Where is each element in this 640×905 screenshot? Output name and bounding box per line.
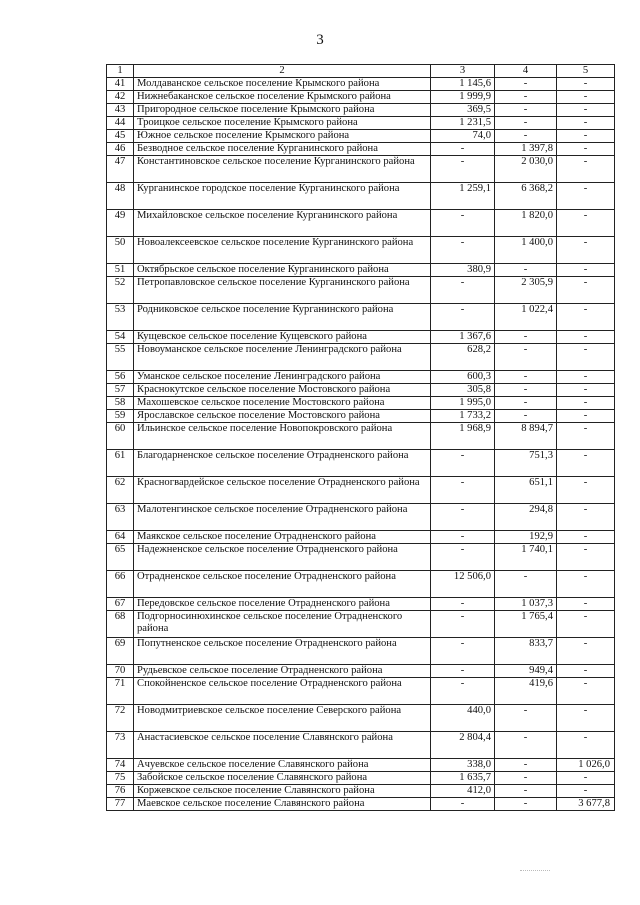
value-col-3: - xyxy=(431,678,495,705)
value-col-3: - xyxy=(431,544,495,571)
page-number: 3 xyxy=(316,32,324,48)
value-col-5: 3 677,8 xyxy=(557,798,615,811)
value-col-4: 1 740,1 xyxy=(495,544,557,571)
value-col-5: - xyxy=(557,210,615,237)
table-row xyxy=(107,130,615,143)
value-col-5: - xyxy=(557,732,615,759)
value-col-5: - xyxy=(557,450,615,477)
table-row xyxy=(107,384,615,397)
row-number: 71 xyxy=(107,678,134,705)
settlement-name: Красногвардейское сельское поселение Отрадненского района xyxy=(134,477,431,504)
table-row xyxy=(107,304,615,331)
row-number: 59 xyxy=(107,410,134,423)
table-row xyxy=(107,531,615,544)
value-col-4: 651,1 xyxy=(495,477,557,504)
table-row xyxy=(107,143,615,156)
settlement-name: Константиновское сельское поселение Курганинского района xyxy=(134,156,431,183)
table-header-row xyxy=(107,65,615,78)
table-row xyxy=(107,598,615,611)
settlement-name: Ильинское сельское поселение Новопокровского района xyxy=(134,423,431,450)
value-col-3: - xyxy=(431,277,495,304)
header-col-5: 5 xyxy=(557,65,615,78)
value-col-3: 412,0 xyxy=(431,785,495,798)
value-col-4: - xyxy=(495,104,557,117)
value-col-5: - xyxy=(557,91,615,104)
table-row xyxy=(107,678,615,705)
settlement-name: Отрадненское сельское поселение Отрадненского района xyxy=(134,571,431,598)
value-col-4: - xyxy=(495,759,557,772)
value-col-4: 1 022,4 xyxy=(495,304,557,331)
allocation-table xyxy=(106,64,615,811)
row-number: 47 xyxy=(107,156,134,183)
value-col-4: 1 397,8 xyxy=(495,143,557,156)
value-col-5: - xyxy=(557,678,615,705)
value-col-5: - xyxy=(557,423,615,450)
value-col-3: 1 999,9 xyxy=(431,91,495,104)
value-col-4: - xyxy=(495,78,557,91)
settlement-name: Нижнебаканское сельское поселение Крымского района xyxy=(134,91,431,104)
row-number: 53 xyxy=(107,304,134,331)
table-row xyxy=(107,638,615,665)
value-col-3: 305,8 xyxy=(431,384,495,397)
table-row xyxy=(107,477,615,504)
value-col-3: 12 506,0 xyxy=(431,571,495,598)
table-row xyxy=(107,772,615,785)
value-col-4: 2 305,9 xyxy=(495,277,557,304)
value-col-5: - xyxy=(557,183,615,210)
value-col-5: - xyxy=(557,344,615,371)
table-row xyxy=(107,91,615,104)
value-col-5: - xyxy=(557,611,615,638)
table-row xyxy=(107,611,615,638)
table-row xyxy=(107,397,615,410)
value-col-3: - xyxy=(431,477,495,504)
row-number: 48 xyxy=(107,183,134,210)
value-col-5: - xyxy=(557,277,615,304)
value-col-3: - xyxy=(431,665,495,678)
table-row xyxy=(107,759,615,772)
value-col-3: - xyxy=(431,504,495,531)
settlement-name: Благодарненское сельское поселение Отрадненского района xyxy=(134,450,431,477)
value-col-4: 1 820,0 xyxy=(495,210,557,237)
value-col-4: 8 894,7 xyxy=(495,423,557,450)
settlement-name: Надежненское сельское поселение Отрадненского района xyxy=(134,544,431,571)
value-col-3: 338,0 xyxy=(431,759,495,772)
table-row xyxy=(107,237,615,264)
value-col-3: 1 231,5 xyxy=(431,117,495,130)
settlement-name: Безводное сельское поселение Курганинского района xyxy=(134,143,431,156)
settlement-name: Молдаванское сельское поселение Крымского района xyxy=(134,78,431,91)
table-row xyxy=(107,264,615,277)
settlement-name: Петропавловское сельское поселение Курганинского района xyxy=(134,277,431,304)
value-col-5: - xyxy=(557,785,615,798)
value-col-3: 380,9 xyxy=(431,264,495,277)
scan-speck xyxy=(520,870,550,872)
value-col-4: - xyxy=(495,571,557,598)
row-number: 74 xyxy=(107,759,134,772)
value-col-4: 294,8 xyxy=(495,504,557,531)
header-col-3: 3 xyxy=(431,65,495,78)
value-col-3: 74,0 xyxy=(431,130,495,143)
table-row xyxy=(107,705,615,732)
header-col-2: 2 xyxy=(134,65,431,78)
value-col-5: - xyxy=(557,130,615,143)
row-number: 66 xyxy=(107,571,134,598)
value-col-5: - xyxy=(557,117,615,130)
row-number: 54 xyxy=(107,331,134,344)
value-col-4: - xyxy=(495,344,557,371)
value-col-4: 192,9 xyxy=(495,531,557,544)
value-col-3: 1 259,1 xyxy=(431,183,495,210)
value-col-4: - xyxy=(495,798,557,811)
row-number: 62 xyxy=(107,477,134,504)
value-col-4: - xyxy=(495,732,557,759)
settlement-name: Новоалексеевское сельское поселение Курганинского района xyxy=(134,237,431,264)
value-col-5: - xyxy=(557,705,615,732)
value-col-4: 6 368,2 xyxy=(495,183,557,210)
row-number: 55 xyxy=(107,344,134,371)
value-col-4: 1 037,3 xyxy=(495,598,557,611)
value-col-5: - xyxy=(557,772,615,785)
value-col-5: - xyxy=(557,544,615,571)
row-number: 75 xyxy=(107,772,134,785)
value-col-5: - xyxy=(557,371,615,384)
value-col-4: - xyxy=(495,772,557,785)
row-number: 72 xyxy=(107,705,134,732)
row-number: 44 xyxy=(107,117,134,130)
table-row xyxy=(107,78,615,91)
row-number: 70 xyxy=(107,665,134,678)
value-col-3: - xyxy=(431,210,495,237)
settlement-name: Спокойненское сельское поселение Отрадненского района xyxy=(134,678,431,705)
row-number: 46 xyxy=(107,143,134,156)
table-body xyxy=(107,65,615,811)
value-col-5: - xyxy=(557,571,615,598)
table-row xyxy=(107,732,615,759)
table-row xyxy=(107,571,615,598)
table-row xyxy=(107,423,615,450)
settlement-name: Рудьевское сельское поселение Отрадненского района xyxy=(134,665,431,678)
settlement-name: Передовское сельское поселение Отрадненского района xyxy=(134,598,431,611)
value-col-3: - xyxy=(431,638,495,665)
value-col-3: - xyxy=(431,156,495,183)
value-col-5: - xyxy=(557,397,615,410)
value-col-3: - xyxy=(431,143,495,156)
row-number: 49 xyxy=(107,210,134,237)
value-col-4: 419,6 xyxy=(495,678,557,705)
header-col-1: 1 xyxy=(107,65,134,78)
row-number: 56 xyxy=(107,371,134,384)
value-col-5: - xyxy=(557,143,615,156)
settlement-name: Новодмитриевское сельское поселение Северского района xyxy=(134,705,431,732)
value-col-5: - xyxy=(557,331,615,344)
value-col-4: 949,4 xyxy=(495,665,557,678)
settlement-name: Краснокутское сельское поселение Мостовского района xyxy=(134,384,431,397)
row-number: 65 xyxy=(107,544,134,571)
table-row xyxy=(107,371,615,384)
value-col-5: - xyxy=(557,104,615,117)
settlement-name: Михайловское сельское поселение Курганинского района xyxy=(134,210,431,237)
value-col-3: 1 367,6 xyxy=(431,331,495,344)
table-row xyxy=(107,331,615,344)
settlement-name: Родниковское сельское поселение Курганинского района xyxy=(134,304,431,331)
table-row xyxy=(107,665,615,678)
value-col-3: 1 635,7 xyxy=(431,772,495,785)
value-col-3: 628,2 xyxy=(431,344,495,371)
value-col-3: - xyxy=(431,598,495,611)
value-col-5: - xyxy=(557,638,615,665)
table-row xyxy=(107,504,615,531)
settlement-name: Пригородное сельское поселение Крымского района xyxy=(134,104,431,117)
settlement-name: Ярославское сельское поселение Мостовского района xyxy=(134,410,431,423)
value-col-4: - xyxy=(495,331,557,344)
row-number: 45 xyxy=(107,130,134,143)
settlement-name: Троицкое сельское поселение Крымского района xyxy=(134,117,431,130)
row-number: 52 xyxy=(107,277,134,304)
value-col-4: - xyxy=(495,384,557,397)
value-col-5: - xyxy=(557,156,615,183)
settlement-name: Уманское сельское поселение Ленинградского района xyxy=(134,371,431,384)
settlement-name: Анастасиевское сельское поселение Славянского района xyxy=(134,732,431,759)
row-number: 63 xyxy=(107,504,134,531)
settlement-name: Подгорносинюхинское сельское поселение Отрадненского района xyxy=(134,611,431,638)
value-col-5: - xyxy=(557,264,615,277)
value-col-4: 1 400,0 xyxy=(495,237,557,264)
value-col-3: 600,3 xyxy=(431,371,495,384)
value-col-3: 369,5 xyxy=(431,104,495,117)
value-col-4: - xyxy=(495,410,557,423)
row-number: 69 xyxy=(107,638,134,665)
value-col-5: - xyxy=(557,78,615,91)
settlement-name: Новоуманское сельское поселение Ленинградского района xyxy=(134,344,431,371)
value-col-5: - xyxy=(557,384,615,397)
row-number: 50 xyxy=(107,237,134,264)
row-number: 60 xyxy=(107,423,134,450)
value-col-3: - xyxy=(431,304,495,331)
settlement-name: Коржевское сельское поселение Славянского района xyxy=(134,785,431,798)
settlement-name: Попутненское сельское поселение Отрадненского района xyxy=(134,638,431,665)
value-col-3: 1 968,9 xyxy=(431,423,495,450)
table-row xyxy=(107,798,615,811)
settlement-name: Маякское сельское поселение Отрадненского района xyxy=(134,531,431,544)
value-col-5: - xyxy=(557,598,615,611)
row-number: 61 xyxy=(107,450,134,477)
value-col-4: 2 030,0 xyxy=(495,156,557,183)
value-col-3: - xyxy=(431,450,495,477)
settlement-name: Курганинское городское поселение Курганинского района xyxy=(134,183,431,210)
table-row xyxy=(107,544,615,571)
table-row xyxy=(107,450,615,477)
table-row xyxy=(107,156,615,183)
value-col-5: - xyxy=(557,304,615,331)
value-col-4: - xyxy=(495,117,557,130)
table-row xyxy=(107,210,615,237)
value-col-3: - xyxy=(431,611,495,638)
value-col-5: - xyxy=(557,410,615,423)
table-row xyxy=(107,344,615,371)
row-number: 73 xyxy=(107,732,134,759)
settlement-name: Махошевское сельское поселение Мостовского района xyxy=(134,397,431,410)
value-col-4: - xyxy=(495,264,557,277)
row-number: 58 xyxy=(107,397,134,410)
value-col-4: 833,7 xyxy=(495,638,557,665)
row-number: 43 xyxy=(107,104,134,117)
row-number: 77 xyxy=(107,798,134,811)
row-number: 57 xyxy=(107,384,134,397)
value-col-5: - xyxy=(557,665,615,678)
value-col-5: - xyxy=(557,477,615,504)
value-col-4: - xyxy=(495,371,557,384)
settlement-name: Кущевское сельское поселение Кущевского района xyxy=(134,331,431,344)
table-row xyxy=(107,277,615,304)
value-col-3: 1 145,6 xyxy=(431,78,495,91)
row-number: 64 xyxy=(107,531,134,544)
table-row xyxy=(107,104,615,117)
row-number: 67 xyxy=(107,598,134,611)
value-col-5: - xyxy=(557,237,615,264)
value-col-5: - xyxy=(557,531,615,544)
settlement-name: Маевское сельское поселение Славянского района xyxy=(134,798,431,811)
value-col-5: - xyxy=(557,504,615,531)
value-col-3: - xyxy=(431,237,495,264)
row-number: 51 xyxy=(107,264,134,277)
value-col-5: 1 026,0 xyxy=(557,759,615,772)
value-col-4: 1 765,4 xyxy=(495,611,557,638)
table-row xyxy=(107,785,615,798)
value-col-4: - xyxy=(495,130,557,143)
value-col-3: 1 733,2 xyxy=(431,410,495,423)
table-row xyxy=(107,410,615,423)
value-col-3: 2 804,4 xyxy=(431,732,495,759)
row-number: 41 xyxy=(107,78,134,91)
value-col-3: 1 995,0 xyxy=(431,397,495,410)
header-col-4: 4 xyxy=(495,65,557,78)
row-number: 68 xyxy=(107,611,134,638)
settlement-name: Октябрьское сельское поселение Курганинского района xyxy=(134,264,431,277)
value-col-4: - xyxy=(495,91,557,104)
value-col-3: - xyxy=(431,798,495,811)
value-col-4: - xyxy=(495,785,557,798)
row-number: 76 xyxy=(107,785,134,798)
value-col-4: - xyxy=(495,397,557,410)
value-col-3: 440,0 xyxy=(431,705,495,732)
value-col-4: 751,3 xyxy=(495,450,557,477)
row-number: 42 xyxy=(107,91,134,104)
settlement-name: Ачуевское сельское поселение Славянского района xyxy=(134,759,431,772)
settlement-name: Малотенгинское сельское поселение Отрадненского района xyxy=(134,504,431,531)
table-row xyxy=(107,117,615,130)
table-row xyxy=(107,183,615,210)
settlement-name: Забойское сельское поселение Славянского района xyxy=(134,772,431,785)
settlement-name: Южное сельское поселение Крымского района xyxy=(134,130,431,143)
value-col-4: - xyxy=(495,705,557,732)
value-col-3: - xyxy=(431,531,495,544)
